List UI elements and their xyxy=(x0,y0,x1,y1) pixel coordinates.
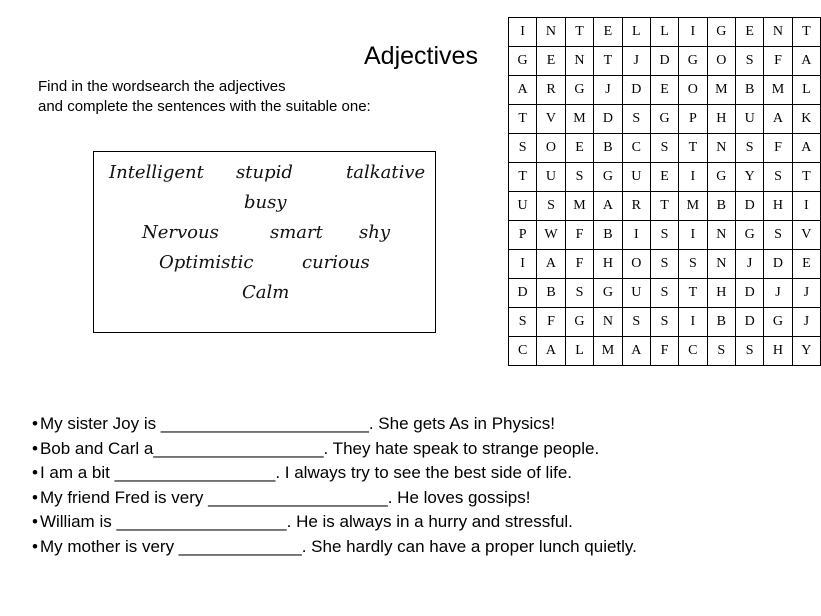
grid-cell: H xyxy=(764,337,792,366)
grid-cell: H xyxy=(707,279,735,308)
grid-cell: D xyxy=(622,76,650,105)
grid-cell: R xyxy=(537,76,566,105)
grid-cell: O xyxy=(707,47,735,76)
sentence-item xyxy=(32,535,637,560)
sentence-text: Bob and Carl a__________________. They hate speak to strange people. xyxy=(39,438,600,458)
word-bank-word: Optimistic xyxy=(159,252,254,273)
instruction-line: and complete the sentences with the suitable one: xyxy=(38,98,371,115)
grid-cell: F xyxy=(650,337,678,366)
grid-row xyxy=(509,337,821,366)
grid-cell: Y xyxy=(792,337,820,366)
word-bank-box xyxy=(93,151,436,333)
sentence-item xyxy=(32,437,637,462)
bullet-icon: • xyxy=(32,438,38,458)
grid-row xyxy=(509,18,821,47)
grid-cell: H xyxy=(594,250,622,279)
grid-cell: E xyxy=(537,47,566,76)
sentence-text: My friend Fred is very ___________________. He loves gossips! xyxy=(39,487,531,507)
grid-cell: T xyxy=(792,18,820,47)
grid-cell: S xyxy=(509,308,537,337)
grid-cell: E xyxy=(650,163,678,192)
grid-cell: J xyxy=(622,47,650,76)
grid-cell: T xyxy=(679,279,707,308)
grid-cell: N xyxy=(764,18,792,47)
word-bank-word: smart xyxy=(270,222,323,243)
grid-cell: T xyxy=(565,18,593,47)
grid-cell: B xyxy=(594,134,622,163)
word-bank-word: Nervous xyxy=(142,222,219,243)
grid-cell: M xyxy=(565,105,593,134)
grid-cell: S xyxy=(736,47,764,76)
grid-cell: I xyxy=(679,163,707,192)
grid-cell: A xyxy=(792,47,820,76)
grid-cell: S xyxy=(736,337,764,366)
sentence-text: My mother is very _____________. She hardly can have a proper lunch quietly. xyxy=(39,536,637,556)
grid-cell: N xyxy=(707,134,735,163)
grid-row xyxy=(509,221,821,250)
grid-cell: E xyxy=(594,18,622,47)
bullet-icon: • xyxy=(32,487,38,507)
grid-cell: L xyxy=(650,18,678,47)
grid-cell: O xyxy=(622,250,650,279)
grid-cell: I xyxy=(509,18,537,47)
grid-row xyxy=(509,105,821,134)
grid-cell: U xyxy=(509,192,537,221)
grid-cell: S xyxy=(736,134,764,163)
grid-cell: M xyxy=(565,192,593,221)
grid-cell: A xyxy=(594,192,622,221)
grid-cell: N xyxy=(594,308,622,337)
grid-cell: B xyxy=(594,221,622,250)
grid-cell: R xyxy=(622,192,650,221)
sentence-item xyxy=(32,510,637,535)
grid-cell: M xyxy=(707,76,735,105)
instructions xyxy=(38,77,371,117)
grid-cell: S xyxy=(650,308,678,337)
grid-cell: A xyxy=(509,76,537,105)
grid-cell: S xyxy=(650,221,678,250)
grid-cell: I xyxy=(622,221,650,250)
bullet-icon: • xyxy=(32,414,38,433)
worksheet-title: Adjectives xyxy=(364,42,478,70)
word-bank-word: talkative xyxy=(346,162,426,183)
grid-cell: G xyxy=(764,308,792,337)
grid-cell: T xyxy=(509,105,537,134)
grid-cell: D xyxy=(650,47,678,76)
grid-row xyxy=(509,76,821,105)
grid-cell: S xyxy=(565,163,593,192)
grid-cell: Y xyxy=(736,163,764,192)
grid-cell: A xyxy=(764,105,792,134)
grid-cell: G xyxy=(565,76,593,105)
grid-row xyxy=(509,163,821,192)
grid-cell: C xyxy=(679,337,707,366)
grid-cell: E xyxy=(650,76,678,105)
grid-cell: F xyxy=(565,250,593,279)
grid-cell: D xyxy=(736,192,764,221)
word-bank-word: curious xyxy=(302,252,370,273)
grid-cell: J xyxy=(736,250,764,279)
grid-cell: D xyxy=(764,250,792,279)
bullet-icon: • xyxy=(32,512,38,532)
sentence-item xyxy=(32,486,637,511)
grid-cell: A xyxy=(792,134,820,163)
grid-cell: P xyxy=(509,221,537,250)
word-bank-word: Calm xyxy=(242,282,290,303)
grid-cell: N xyxy=(565,47,593,76)
grid-cell: G xyxy=(707,163,735,192)
grid-cell: G xyxy=(509,47,537,76)
word-bank-word: stupid xyxy=(236,162,293,183)
sentence-item xyxy=(32,412,637,437)
grid-cell: S xyxy=(509,134,537,163)
grid-cell: T xyxy=(509,163,537,192)
grid-cell: T xyxy=(679,134,707,163)
grid-cell: S xyxy=(537,192,566,221)
word-bank-word: shy xyxy=(359,222,390,243)
grid-cell: F xyxy=(764,47,792,76)
grid-cell: A xyxy=(622,337,650,366)
grid-cell: U xyxy=(537,163,566,192)
grid-cell: G xyxy=(650,105,678,134)
grid-cell: S xyxy=(679,250,707,279)
grid-row xyxy=(509,192,821,221)
grid-cell: H xyxy=(707,105,735,134)
bullet-icon: • xyxy=(32,536,38,556)
grid-cell: N xyxy=(707,221,735,250)
grid-cell: J xyxy=(792,279,820,308)
word-bank-word: Intelligent xyxy=(109,162,204,183)
grid-cell: S xyxy=(622,308,650,337)
sentence-text: William is __________________. He is always in a hurry and stressful. xyxy=(39,512,573,532)
sentence-list xyxy=(32,412,637,560)
grid-cell: G xyxy=(565,308,593,337)
bullet-icon: • xyxy=(32,463,38,483)
grid-cell: C xyxy=(509,337,537,366)
grid-cell: M xyxy=(594,337,622,366)
grid-cell: J xyxy=(792,308,820,337)
grid-cell: T xyxy=(650,192,678,221)
grid-cell: G xyxy=(594,279,622,308)
grid-cell: I xyxy=(679,18,707,47)
grid-cell: G xyxy=(736,221,764,250)
grid-cell: H xyxy=(764,192,792,221)
grid-cell: I xyxy=(679,308,707,337)
grid-cell: T xyxy=(594,47,622,76)
grid-row xyxy=(509,308,821,337)
grid-row xyxy=(509,47,821,76)
grid-cell: D xyxy=(509,279,537,308)
grid-cell: B xyxy=(707,308,735,337)
grid-cell: G xyxy=(707,18,735,47)
grid-cell: F xyxy=(565,221,593,250)
grid-cell: J xyxy=(594,76,622,105)
grid-cell: D xyxy=(594,105,622,134)
grid-cell: F xyxy=(764,134,792,163)
grid-cell: M xyxy=(679,192,707,221)
grid-cell: S xyxy=(650,279,678,308)
grid-cell: T xyxy=(792,163,820,192)
grid-cell: S xyxy=(764,221,792,250)
wordsearch-grid xyxy=(508,17,821,366)
grid-cell: E xyxy=(736,18,764,47)
word-bank-word: busy xyxy=(244,192,287,213)
grid-cell: F xyxy=(537,308,566,337)
grid-cell: E xyxy=(565,134,593,163)
grid-cell: S xyxy=(707,337,735,366)
grid-cell: N xyxy=(537,18,566,47)
grid-cell: U xyxy=(622,279,650,308)
grid-row xyxy=(509,279,821,308)
grid-cell: M xyxy=(764,76,792,105)
grid-cell: E xyxy=(792,250,820,279)
grid-cell: P xyxy=(679,105,707,134)
grid-cell: L xyxy=(565,337,593,366)
grid-cell: O xyxy=(679,76,707,105)
grid-cell: I xyxy=(792,192,820,221)
grid-cell: U xyxy=(736,105,764,134)
grid-cell: A xyxy=(537,337,566,366)
grid-cell: B xyxy=(537,279,566,308)
instruction-line: Find in the wordsearch the adjectives xyxy=(38,78,286,95)
grid-cell: S xyxy=(565,279,593,308)
grid-cell: K xyxy=(792,105,820,134)
grid-cell: B xyxy=(736,76,764,105)
grid-cell: D xyxy=(736,279,764,308)
grid-cell: O xyxy=(537,134,566,163)
grid-cell: N xyxy=(707,250,735,279)
grid-cell: I xyxy=(679,221,707,250)
grid-cell: S xyxy=(650,250,678,279)
grid-cell: V xyxy=(537,105,566,134)
grid-cell: I xyxy=(509,250,537,279)
grid-row xyxy=(509,134,821,163)
grid-cell: D xyxy=(736,308,764,337)
sentence-item xyxy=(32,461,637,486)
sentence-text: I am a bit _________________. I always try to see the best side of life. xyxy=(39,463,573,483)
sentence-text: My sister Joy is ______________________. She gets As in Physics! xyxy=(39,414,555,433)
grid-cell: A xyxy=(537,250,566,279)
grid-cell: J xyxy=(764,279,792,308)
grid-cell: U xyxy=(622,163,650,192)
grid-cell: C xyxy=(622,134,650,163)
grid-row xyxy=(509,250,821,279)
grid-cell: G xyxy=(594,163,622,192)
grid-cell: S xyxy=(622,105,650,134)
grid-cell: L xyxy=(622,18,650,47)
grid-cell: G xyxy=(679,47,707,76)
grid-cell: V xyxy=(792,221,820,250)
grid-cell: S xyxy=(764,163,792,192)
grid-cell: L xyxy=(792,76,820,105)
grid-cell: S xyxy=(650,134,678,163)
grid-cell: B xyxy=(707,192,735,221)
grid-cell: W xyxy=(537,221,566,250)
